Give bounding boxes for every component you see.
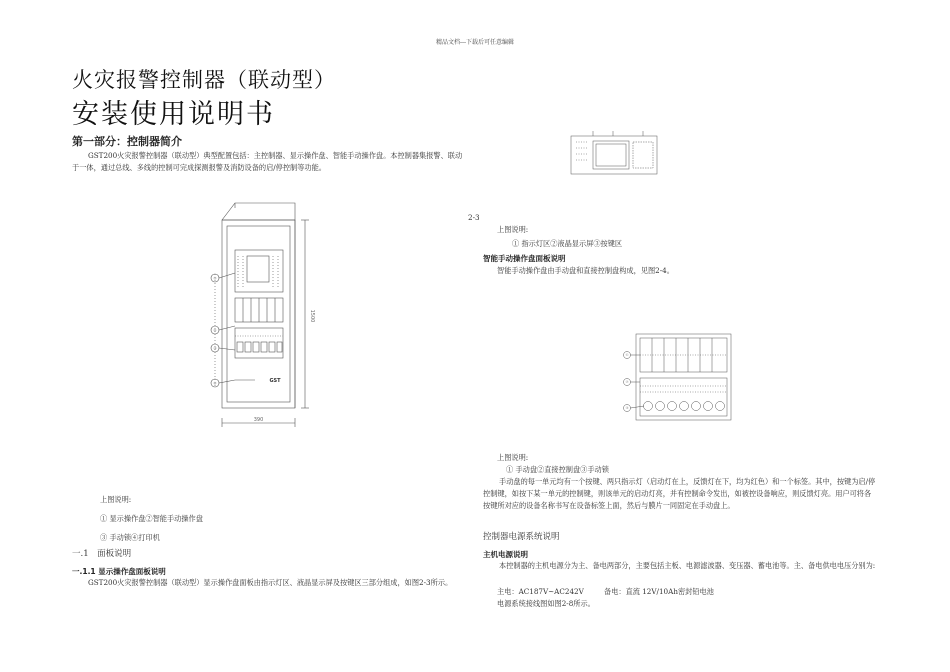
callout-1-drawing3: ①	[625, 353, 629, 358]
main-power-spec: 主电：AC187V~AC242V	[497, 587, 584, 596]
callout-4-drawing1: ④	[213, 381, 217, 386]
callout-3-drawing3: ③	[625, 406, 629, 411]
smart-panel-paragraph: 智能手动操作盘由手动盘和直接控制盘构成，见图2-4。	[497, 266, 674, 275]
dimension-width-label: 390	[253, 417, 264, 423]
right-caption1-title: 上图说明:	[497, 225, 529, 234]
right-caption1-line: ① 指示灯区②液晶显示屏③按键区	[512, 239, 623, 248]
display-panel-drawing	[568, 128, 662, 176]
controller-cabinet-drawing	[205, 198, 320, 433]
smart-manual-panel-drawing	[620, 330, 735, 425]
document-title-line2: 安装使用说明书	[72, 99, 275, 130]
manual-panel-paragraph: 手动盘的每一单元均有一个按键、两只指示灯（启动灯在上，反馈灯在下，均为红色）和一个标签。其中，按键为启/停控制键，如按下某一单元的控制键，则该单元的启动灯亮，并有控制命令发出，如被控设备响应，则反馈灯亮。用户可将各按键所对应的设备名称书写在设备标签上面，然后与膜片一同固定在手动盘上。	[483, 477, 876, 510]
power-wiring-figure-note: 电源系统接线图如图2-8所示。	[497, 599, 595, 608]
figure-label-2-3: 2-3	[468, 213, 480, 222]
backup-power-spec: 备电：直流 12V/10Ah密封铅电池	[604, 587, 714, 596]
left-caption-line2: ③ 手动锁④打印机	[100, 533, 160, 542]
section-heading-part1: 第一部分：控制器简介	[72, 135, 182, 148]
callout-3-drawing1: ③	[213, 346, 217, 351]
heading-main-power: 主机电源说明	[483, 550, 528, 559]
callout-1-drawing1: ①	[213, 276, 217, 281]
dimension-height-label: 1500	[309, 309, 315, 323]
left-caption-title: 上图说明:	[100, 495, 132, 504]
display-panel-paragraph: GST200火灾报警控制器（联动型）显示操作盘面板由指示灯区、液晶显示屏及按键区三部分组成，如图2-3所示。	[88, 578, 453, 587]
heading-display-panel: 一.1.1 显示操作盘面板说明	[72, 567, 166, 576]
left-caption-line1: ① 显示操作盘②智能手动操作盘	[100, 514, 203, 523]
subheading-power-system: 控制器电源系统说明	[483, 532, 560, 542]
callout-2-drawing3: ②	[625, 380, 629, 385]
intro-paragraph: GST200火灾报警控制器（联动型）典型配置包括：主控制器、显示操作盘、智能手动操作盘。本控制器集报警、联动于一体，通过总线、多线的控制可完成探测报警及消防设备的启/停控制等功能。	[72, 151, 463, 172]
power-paragraph: 本控制器的主机电源分为主、备电两部分，主要包括主板、电源滤波器、变压器、蓄电池等。主、备电供电电压分别为:	[499, 561, 876, 570]
right-caption2-line: ① 手动盘②直接控制盘③手动锁	[506, 465, 609, 474]
document-title-line1: 火灾报警控制器（联动型）	[72, 68, 336, 92]
callout-2-drawing1: ②	[213, 328, 217, 333]
gst-logo: GST	[269, 378, 281, 384]
header-note: 精品文档---下载后可任意编辑	[435, 39, 515, 46]
heading-smart-manual-panel: 智能手动操作盘面板说明	[483, 254, 566, 263]
right-caption2-title: 上图说明:	[497, 453, 529, 462]
subheading-panel-description: 一.1 面板说明	[72, 549, 132, 559]
